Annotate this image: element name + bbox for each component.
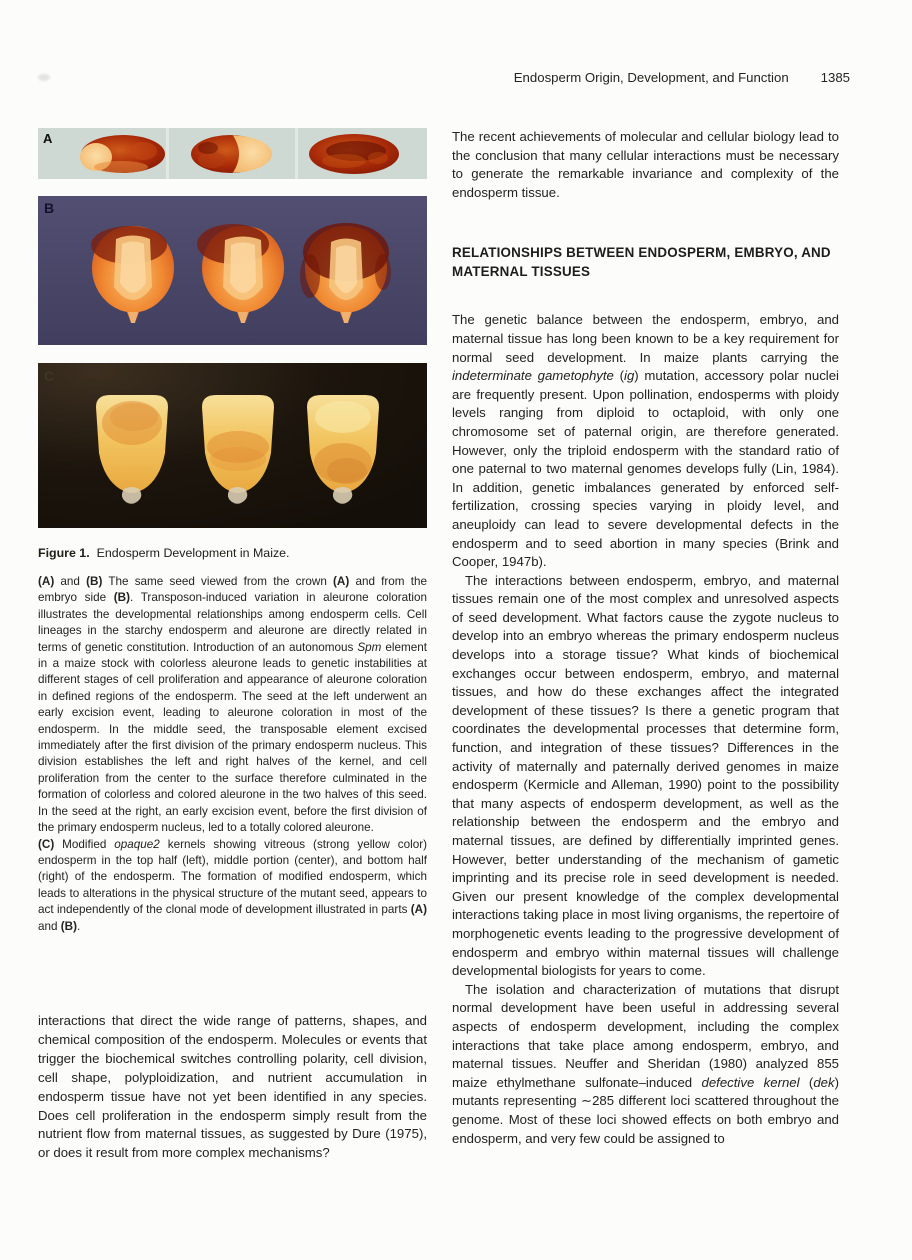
running-title: Endosperm Origin, Development, and Function — [513, 70, 789, 85]
kernel-photo-opaque2 — [38, 363, 427, 528]
figure-panel-c — [38, 363, 427, 528]
seed-photo-crown-view — [38, 128, 427, 179]
isolation-paragraph: The isolation and characterization of mutations that disrupt normal development have been useful in addressing several aspects of endosperm development, including the complex interactions that take place among endosperm, embryo, and maternal tissues. Neuffer and Sheridan (1980) analyzed 855 maize ethylmethane sulfonate–induced defective kernel (dek) mutants representing ∼285 different loci scattered throughout the genome. Most of these loci showed effects on both embryo and endosperm, and very few could be assigned to — [452, 981, 843, 1146]
scan-artifact — [38, 74, 50, 81]
figure-panel-b — [38, 196, 427, 345]
figure-caption-label: Figure 1. — [38, 546, 90, 560]
figure-caption — [38, 545, 427, 561]
figure-caption-title: Endosperm Development in Maize. — [96, 546, 290, 560]
left-column — [38, 128, 431, 1161]
seed-photo-embryo-view — [38, 196, 427, 345]
figure-legend-ab: (A) and (B) The same seed viewed from the crown (A) and from the embryo side (B). Transposon-induced variation in aleurone coloration illustrates the developmental relationships among endosperm cells. Cell lineages in the starchy endosperm and aleurone are directly related in terms of genetic constitution. Introduction of an autonomous Spm element in a maize stock with colorless aleurone leads to genetic instabilities at different stages of cell proliferation and appearance of aleurone coloration in defined regions of the endosperm. The seed at the left underwent an early excision event, leading to aleurone coloration in most of the endosperm. In the middle seed, the transposable element excised immediately after the first division of the primary endosperm nucleus. This division establishes the left and right halves of the kernel, and cell proliferation from the center to the surface therefore culminated in the formation of colorless and colored aleurone in the two halves of this seed. In the seed at the right, an early excision event, before the first division of the primary endosperm nucleus, led to a totally colored aleurone. — [38, 575, 431, 835]
interactions-paragraph: The interactions between endosperm, embryo, and maternal tissues remain one of the most complex and unresolved aspects of seed development. What factors cause the zygote nucleus to develop into an embryo whereas the primary endosperm nucleus develops into a storage tissue? What kinds of biochemical exchanges occur between endosperm, embryo, and maternal tissues, and how do these exchanges affect the integrated development of these tissues? Is there a genetic program that coordinates the developmental processes that determine form, function, and integration of these tissues? Differences in the activity of maternally and paternally derived genomes in maize endosperm (Kermicle and Alleman, 1990) point to the possibility that many aspects of endosperm development, as well as the relationship between the endosperm and the embryo and maternal tissues, are defined by differentially imprinted genes. However, better understanding of the mechanism of gametic imprinting and its precise role in seed development is needed. Given our present knowledge of the complex developmental interactions taking place in most living organisms, the repertoire of morphogenetic events leading to the progressive development of endosperm and embryo within maternal tissues will challenge developmental biologists for years to come. — [452, 572, 839, 979]
seed-a-right — [309, 134, 399, 174]
panel-c-label: C — [44, 368, 55, 384]
section-heading: RELATIONSHIPS BETWEEN ENDOSPERM, EMBRYO, AND MATERNAL TISSUES — [452, 245, 831, 280]
figure-legend-c: (C) Modified opaque2 kernels showing vitreous (strong yellow color) endosperm in the top half (left), middle portion (center), and bottom half (right) of the endosperm. The formation of modified endosperm, which leads to alterations in the physical structure of the mutant seed, appears to act independently of the clonal mode of development illustrated in parts (A) and (B). — [38, 837, 431, 933]
panel-b-label: B — [44, 200, 55, 216]
seed-a-middle — [191, 135, 272, 173]
left-closing-paragraph: interactions that direct the wide range of patterns, shapes, and chemical composition of the endosperm. Molecules or events that trigger the biochemical switches controlling polarity, cell division, cell shape, polyploidization, and nutrient accumulation in endosperm tissue have not yet been identified in any species. Does cell proliferation in the endosperm simply result from the nutrient flow from maternal tissues, as suggested by Dure (1975), or does it result from more complex mechanisms? — [38, 1013, 427, 1161]
page-header — [514, 70, 850, 85]
genetic-balance-paragraph: The genetic balance between the endosperm, embryo, and maternal tissue has long been known to be a key requirement for normal seed development. In maize plants carrying the indeterminate gametophyte (ig) mutation, accessory polar nuclei are frequently present. Upon pollination, endosperms with ploidy levels ranging from diploid to octaploid, with only one chromosome set of paternal origin, are therefore generated. However, only the triploid endosperm with the standard ratio of one paternal to two maternal genomes develops fully (Lin, 1984). In addition, genetic imbalances generated by enforced self-fertilization, crossing species varying in ploidy level, and aneuploidy can lead to severe developmental defects in the endosperm and to seed abortion in many species (Brink and Cooper, 1947b). — [452, 312, 843, 570]
intro-paragraph: The recent achievements of molecular and cellular biology lead to the conclusion that many cellular interactions must be necessary to generate the remarkable invariance and complexity of the endosperm tissue. — [452, 129, 839, 200]
panel-a-label: A — [43, 131, 53, 146]
figure-panel-a — [38, 128, 427, 179]
figure-legend — [38, 574, 431, 935]
right-column — [452, 128, 843, 1148]
page-number: 1385 — [820, 70, 850, 85]
